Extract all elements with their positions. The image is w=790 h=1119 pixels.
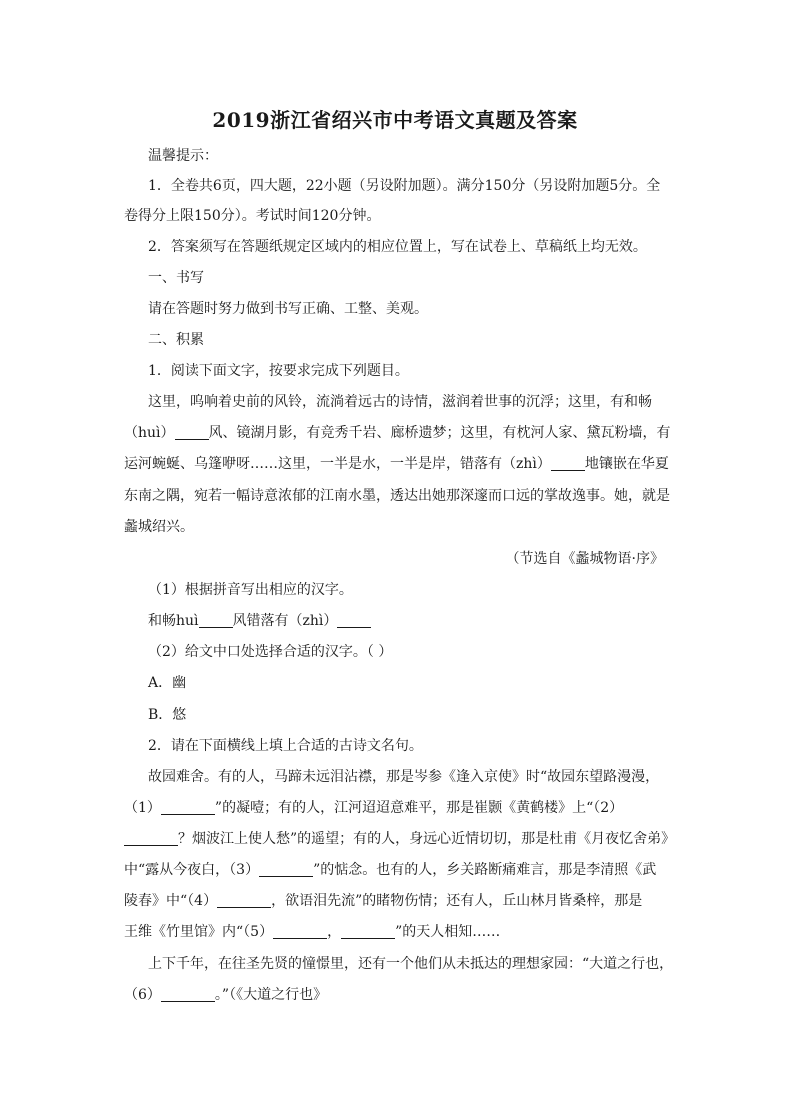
sub-question-1-answers (148, 611, 371, 631)
poem-line-5-text: 陵春》中“（4） (124, 893, 218, 909)
poem-line-5 (124, 891, 642, 911)
poem-blank-5b[interactable] (341, 924, 395, 939)
passage-pinyin-hui: （huì） (124, 425, 175, 441)
poem-line-6-tail: ”的天人相知…… (395, 924, 501, 940)
sub-1-blank-a[interactable] (199, 613, 233, 628)
tips-item-1-line-2: 卷得分上限150分）。考试时间120分钟。 (124, 208, 381, 224)
poem-blank-1[interactable] (161, 800, 215, 815)
poem-blank-6[interactable] (161, 987, 215, 1002)
tips-item-2: 2．答案须写在答题纸规定区域内的相应位置上，写在试卷上、草稿纸上均无效。 (148, 239, 647, 255)
poem-line-8-tail: 。”（《大道之行也》 (214, 987, 328, 1003)
section-1-heading: 一、书写 (148, 270, 204, 286)
poem-line-5-tail: ，欲语泪先流”的睹物伤情；还有人，丘山林月皆桑梓，那是 (271, 893, 643, 909)
tips-heading: 温馨提示： (148, 148, 218, 164)
passage-line-3-tail: 地镶嵌在华夏 (584, 456, 669, 472)
sub-question-2: （2）给文中口处选择合适的汉字。（ ） (148, 644, 393, 660)
passage-line-2-text: 风、镜湖月影，有竞秀千岩、廊桥遗梦；这里，有枕河人家、黛瓦粉墙，有 (208, 425, 671, 441)
poem-line-3-text: ？烟波江上使人愁”的遥望；有的人，身远心近情切切，那是杜甫《月夜忆舍弟》 (178, 831, 676, 847)
poem-line-4-text: 中“露从今夜白，（3） (124, 862, 260, 878)
passage-source: （节选自《蠡城物语·序》 (505, 551, 664, 567)
passage-line-3 (124, 454, 669, 474)
option-b[interactable]: B．悠 (148, 707, 187, 723)
passage-line-4: 东南之隅，宛若一幅诗意浓郁的江南水墨，透达出她那深邃而口远的掌故逸事。她，就是 (124, 488, 670, 504)
section-1-instruction: 请在答题时努力做到书写正确、工整、美观。 (148, 301, 428, 317)
poem-blank-5a[interactable] (273, 924, 327, 939)
sub-question-1: （1）根据拼音写出相应的汉字。 (148, 582, 353, 598)
poem-line-2-text: ”的凝噎；有的人，江河迢迢意难平，那是崔颢《黄鹤楼》上“（2） (214, 800, 624, 816)
blank-1-label: （1） (124, 800, 161, 816)
passage-line-3-text: 运河蜿蜒、乌篷咿呀……这里，一半是水，一半是岸，错落有（zhì） (124, 456, 551, 472)
poem-line-6-text: 王维《竹里馆》内“（5） (124, 924, 274, 940)
sub-1-label-b: 风错落有（zhì） (232, 613, 338, 629)
poem-line-6 (124, 922, 500, 942)
sub-1-label-a: 和畅huì (148, 613, 199, 629)
poem-line-6-comma: ， (327, 924, 342, 940)
question-1-prompt: 1．阅读下面文字，按要求完成下列题目。 (148, 363, 409, 379)
section-2-heading: 二、积累 (148, 332, 204, 348)
poem-line-4 (124, 860, 656, 880)
answer-blank-hui[interactable] (175, 425, 209, 440)
poem-line-3 (124, 829, 675, 849)
poem-line-2 (124, 798, 623, 818)
poem-line-1: 故园难舍。有的人，马蹄未远泪沾襟，那是岑参《逢入京使》时“故园东望路漫漫， (148, 769, 660, 785)
blank-6-label: （6） (124, 987, 161, 1003)
option-a[interactable]: A．幽 (148, 675, 187, 691)
sub-1-blank-b[interactable] (337, 613, 371, 628)
poem-blank-4[interactable] (217, 893, 271, 908)
poem-blank-3[interactable] (259, 862, 313, 877)
passage-line-1: 这里，呜响着史前的风铃，流淌着远古的诗情，滋润着世事的沉浮；这里，有和畅 (148, 394, 652, 410)
question-2-prompt: 2．请在下面横线上填上合适的古诗文名句。 (148, 738, 423, 754)
passage-line-2 (124, 423, 671, 443)
page-title: 2019浙江省绍兴市中考语文真题及答案 (212, 108, 578, 132)
poem-line-4-tail: ”的惦念。也有的人，乡关路断痛难言，那是李清照《武 (313, 862, 657, 878)
answer-blank-zhi[interactable] (551, 456, 585, 471)
poem-line-7: 上下千年，在往圣先贤的憧憬里，还有一个他们从未抵达的理想家园：“大道之行也， (148, 956, 674, 972)
passage-line-5: 蠡城绍兴。 (124, 519, 194, 535)
tips-item-1-line-1: 1．全卷共6页，四大题，22小题（另设附加题）。满分150分（另设附加题5分。全 (148, 178, 661, 194)
poem-blank-2[interactable] (124, 831, 178, 846)
poem-line-8 (124, 985, 327, 1005)
